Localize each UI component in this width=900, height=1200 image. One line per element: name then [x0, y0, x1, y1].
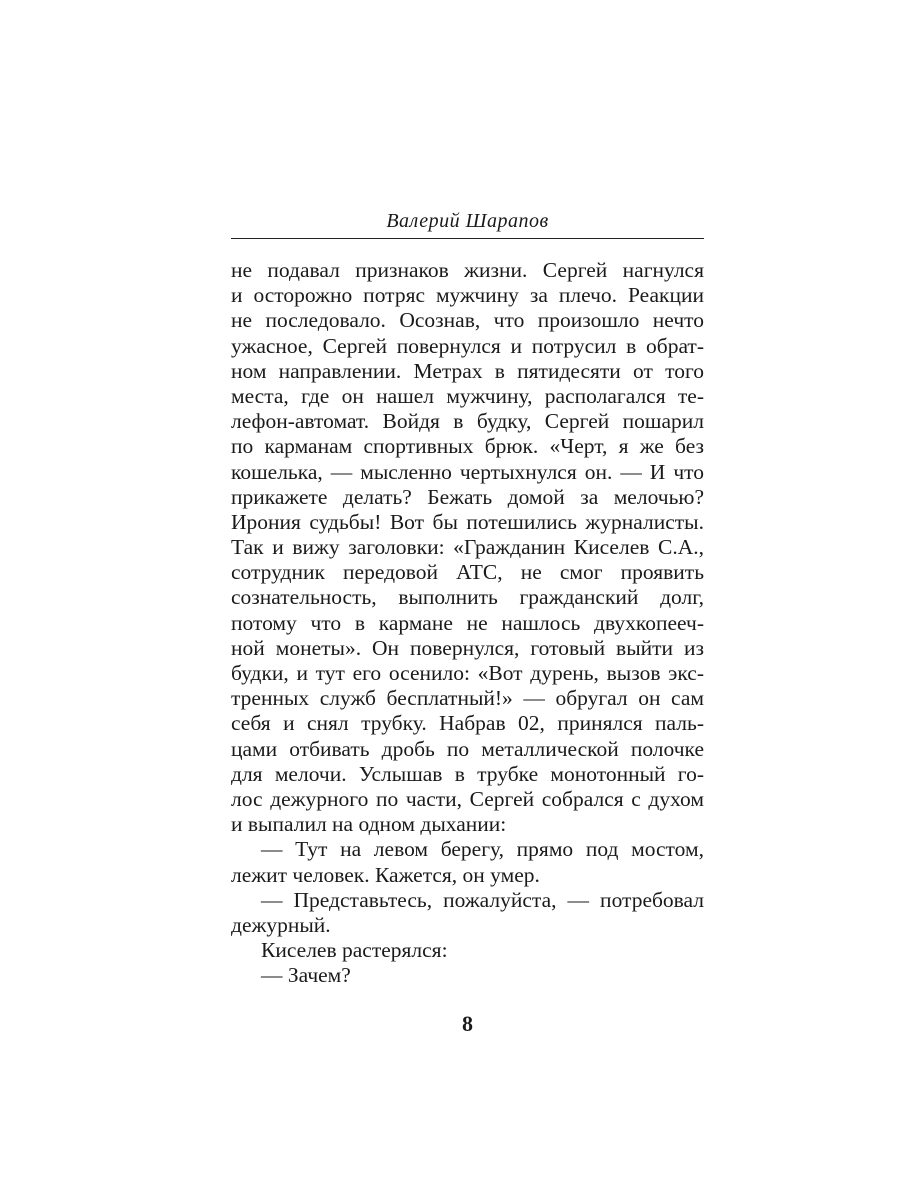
- dialogue-line: — Представьтесь, пожалуйста, — потребовал: [261, 887, 704, 912]
- text-line: места, где он нашел мужчину, располагался те-: [231, 383, 704, 408]
- text-line: ной монеты». Он повернулся, готовый выйти из: [231, 635, 704, 660]
- running-head-author: Валерий Шарапов: [386, 210, 549, 232]
- text-line: тренных служб бесплатный!» — обругал он сам: [231, 686, 704, 711]
- text-line: не подавал признаков жизни. Сергей нагнулся: [231, 258, 704, 282]
- text-line: Так и вижу заголовки: «Гражданин Киселев С.А.,: [231, 535, 704, 560]
- text-line: себя и снял трубку. Набрав 02, принялся паль-: [231, 711, 704, 736]
- text-line: лос дежурного по части, Сергей собрался с духом: [231, 786, 704, 811]
- header-rule: [231, 238, 704, 239]
- page-number: 8: [462, 1011, 473, 1036]
- text-line: ужасное, Сергей повернулся и потрусил в обрат-: [231, 333, 704, 358]
- text-line: Ирония судьбы! Вот бы потешились журналисты.: [231, 509, 704, 534]
- text-line: и осторожно потряс мужчину за плечо. Реакции: [231, 283, 704, 308]
- text-line: лефон-автомат. Войдя в будку, Сергей пошарил: [231, 409, 704, 434]
- text-line: не последовало. Осознав, что произошло нечто: [231, 308, 704, 333]
- text-line: Киселев растерялся:: [261, 938, 448, 963]
- text-line: цами отбивать дробь по металлической полочке: [231, 736, 704, 761]
- text-line: по карманам спортивных брюк. «Черт, я же без: [231, 434, 704, 459]
- dialogue-line: — Тут на левом берегу, прямо под мостом,: [261, 837, 704, 862]
- text-line: и выпалил на одном дыхании:: [231, 812, 507, 837]
- text-line: будки, и тут его осенило: «Вот дурень, вызов экс-: [231, 661, 704, 685]
- text-line: прикажете делать? Бежать домой за мелочью?: [231, 484, 704, 509]
- dialogue-line: — Зачем?: [261, 963, 351, 988]
- text-line: ном направлении. Метрах в пятидесяти от того: [231, 358, 704, 383]
- text-line: дежурный.: [231, 912, 331, 937]
- text-line: кошелька, — мысленно чертыхнулся он. — И что: [231, 459, 704, 484]
- text-line: для мелочи. Услышав в трубке монотонный го-: [231, 761, 704, 786]
- text-line: лежит человек. Кажется, он умер.: [231, 862, 540, 887]
- text-line: потому что в кармане не нашлось двухкопееч-: [231, 610, 704, 635]
- text-line: сотрудник передовой АТС, не смог проявить: [231, 560, 704, 585]
- body-text: [231, 258, 704, 988]
- text-line: сознательность, выполнить гражданский долг,: [231, 585, 704, 610]
